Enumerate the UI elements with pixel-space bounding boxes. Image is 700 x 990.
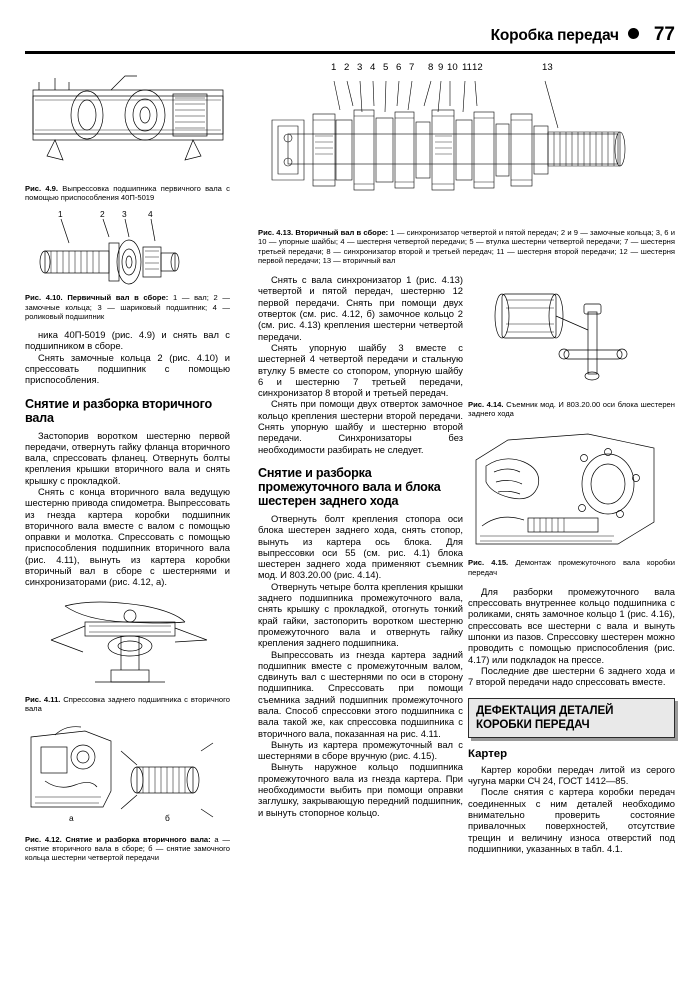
- col1-para-3: Застопорив воротком шестерню первой передачи, отвернуть гайку фланца вторичного вала, спрессовать фланец. Отвернуть болты крепления крышки вторичного вала и снять крышку с прокладкой.: [25, 429, 230, 486]
- fig412-label: Рис. 4.12.: [25, 835, 62, 845]
- col2-para-6: Выпрессовать из гнезда картера задний подшипник вместе с промежуточным валом, сдвинуть вал с шестернями по оси в сторону подшипника. Спрессовать при помощи съемника задний подшипник промежуточного вала. Способ спрессовки этого подшипника с вала такой же, как спрессовка подшипника с вторичного вала, показанная на рис. 4.11.: [258, 648, 463, 739]
- figure-4-11: [25, 596, 230, 691]
- fig410-caption-text: 1 — вал; 2 — замочные кольца; 3 — шариковый подшипник; 4 — роликовый подшипник: [25, 293, 230, 321]
- filled-circle-icon: [628, 28, 639, 39]
- fig415-drawing: [468, 426, 675, 554]
- col3-para-1: Для разборки промежуточного вала спрессовать внутреннее кольцо подшипника с роликами, снять замочное кольцо 1 (рис. 4.16), спрессовать все шестерни с вала и вынуть шпонки из пазов. Спрессовку шестерен можно проводить с помощью приспособления (рис. 4.17) или подкладок на прессе.: [468, 585, 675, 665]
- col2-para-2: Снять упорную шайбу 3 вместе с шестерней 4 четвертой передачи и стальную втулку 5 вместе со стопором, упорную шайбу 6 и шестерню 7 третьей передачи, синхронизатор 8 второй и третьей передач.: [258, 341, 463, 399]
- fig412-caption-text: а — снятие вторичного вала в сборе; б — снятие замочного кольца шестерни четвертой передачи: [25, 835, 230, 863]
- fig413-drawing: [258, 76, 675, 226]
- col1-para-4: Снять с конца вторичного вала ведущую шестерню привода спидометра. Выпрессовать из гнезда картера коробки подшипник вторичного вала вместе с валом с помощью оправки и молотка. Спрессовать с помощью приспособления подшипник вторичного вала (рис. 4.11), вынуть из картера коробки вторичный вал в сборе с шестернями и синхронизаторами (рис. 4.12, а).: [25, 485, 230, 588]
- fig413-callout-12: 12: [472, 62, 483, 73]
- fig412-callout-b: б: [165, 813, 170, 824]
- column-right: [468, 286, 675, 854]
- col3-para-3: Картер коробки передач литой из серого чугуна марки СЧ 24, ГОСТ 1412—85.: [468, 763, 675, 787]
- col2-para-4: Отвернуть болт крепления стопора оси блока шестерен заднего хода, снять стопор, вынуть из картера ось блока. Для выпрессовки оси 55 (см. рис. 4.1) блока шестерен заднего хода применяют съемник мод. И 803.20.00 (рис. 4.14).: [258, 512, 463, 581]
- banner-line-1: ДЕФЕКТАЦИЯ ДЕТАЛЕЙ: [476, 704, 614, 718]
- fig412-callout-a: а: [69, 813, 74, 824]
- fig413-caption-text: 1 — синхронизатор четвертой и пятой передач; 2 и 9 — замочные кольца; 3, 6 и 10 — упорные шайбы; 4 — шестерня четвертой передачи; 5 — втулка шестерни четвертой передачи; 7 — шестерня третьей передачи; 8 — синхронизатор второй и третьей передач; 11 — шестерня второй передачи; 12 — шестерня первой передачи; 13 — вторичный вал: [258, 228, 675, 265]
- section-heading-removal-secondary-shaft: Снятие и разборка вторичного вала: [25, 396, 212, 425]
- figure-4-9-caption: [25, 184, 230, 202]
- fig411-label: Рис. 4.11.: [25, 694, 61, 704]
- figure-4-15: [468, 426, 675, 554]
- banner-line-2: КОРОБКИ ПЕРЕДАЧ: [476, 717, 590, 731]
- fig414-drawing: [468, 286, 675, 396]
- fig410-drawing: [25, 211, 230, 289]
- fig413-callout-2: 2: [344, 62, 350, 73]
- col1-para-2: Снять замочные кольца 2 (рис. 4.10) и спрессовать подшипник с помощью приспособления.: [25, 351, 230, 386]
- header-divider: [25, 51, 675, 54]
- fig410-title: Первичный вал в сборе:: [67, 293, 169, 303]
- figure-4-10: [25, 211, 230, 289]
- column-left: [25, 60, 230, 863]
- col3-para-2: Последние две шестерни 6 заднего хода и 7 второй передачи надо спрессовать вместе.: [468, 664, 675, 688]
- fig49-drawing: [25, 60, 230, 180]
- figure-4-14-caption: [468, 400, 675, 418]
- col2-para-5: Отвернуть четыре болта крепления крышки заднего подшипника промежуточного вала, снять крышку с прокладкой, отогнуть тонкий край гайки, застопорить воротком шестерню промежуточного вала и отвернуть гайку крепления заднего подшипника.: [258, 580, 463, 649]
- figure-4-12: [25, 721, 230, 831]
- subsection-heading-housing: Картер: [468, 747, 508, 760]
- fig410-callout-1: 1: [58, 209, 63, 220]
- fig410-callout-4: 4: [148, 209, 153, 220]
- section-heading-removal-countershaft: Снятие и разборка промежуточного вала и блока шестерен заднего хода: [258, 465, 441, 508]
- fig49-caption-text: Выпрессовка подшипника первичного вала с помощью приспособления 40П-5019: [25, 184, 230, 203]
- fig413-callout-5: 5: [383, 62, 389, 73]
- col3-para-4: После снятия с картера коробки передач соединенных с ним деталей необходимо внимательно проверить состояние привалочных поверхностей, отсутствие трещин и величину износа отверстий под подшипники, указанных в табл. 4.1.: [468, 786, 675, 854]
- figure-4-11-caption: [25, 695, 230, 713]
- fig415-caption-text: Демонтаж промежуточного вала коробки передач: [468, 558, 675, 577]
- fig412-drawing: [25, 721, 230, 831]
- fig413-callout-6: 6: [396, 62, 402, 73]
- fig413-callout-1: 1: [331, 62, 337, 73]
- figure-4-10-caption: [25, 293, 230, 321]
- fig411-caption-text: Спрессовка заднего подшипника с вторичного вала: [25, 694, 230, 713]
- fig413-callout-10: 10: [447, 62, 458, 73]
- banner-heading-defect-inspection: [468, 698, 675, 737]
- page-title: Коробка передач: [490, 27, 619, 44]
- col2-para-7: Вынуть из картера промежуточный вал с шестернями в сборе вручную (рис. 4.15).: [258, 738, 463, 762]
- fig412-title: Снятие и разборка вторичного вала:: [65, 835, 211, 845]
- fig413-callout-9: 9: [438, 62, 444, 73]
- fig413-callout-8: 8: [428, 62, 434, 73]
- col2-para-1: Снять с вала синхронизатор 1 (рис. 4.13) четвертой и пятой передач, шестерню 12 первой передачи. Снять при помощи двух отверток (см. рис. 4.12, б) замочное кольцо 2 (см. рис. 4.13) крепления шестерни четвертой передачи.: [258, 274, 463, 342]
- fig413-callout-3: 3: [357, 62, 363, 73]
- page-header: [25, 24, 675, 54]
- fig49-label: Рис. 4.9.: [25, 184, 59, 193]
- fig413-title: Вторичный вал в сборе:: [295, 228, 389, 237]
- fig414-caption-text: Съемник мод. И 803.20.00 оси блока шестерен заднего хода: [468, 400, 675, 419]
- col2-para-8: Вынуть наружное кольцо подшипника промежуточного вала из гнезда картера. При необходимости выбить при помощи оправки заглушку, закрывающую передний подшипник, и вынуть стопорное кольцо.: [258, 761, 463, 818]
- col2-para-3: Снять при помощи двух отверток замочное кольцо крепления шестерни второй передачи. Снять упорную шайбу и шестерню второй передачи. Синхронизаторы без необходимости разбирать не следует.: [258, 398, 463, 455]
- fig410-callout-2: 2: [100, 209, 105, 220]
- fig410-callout-3: 3: [122, 209, 127, 220]
- fig410-label: Рис. 4.10.: [25, 293, 63, 303]
- fig413-callout-4: 4: [370, 62, 376, 73]
- figure-4-14: [468, 286, 675, 396]
- figure-4-12-caption: [25, 835, 230, 863]
- fig413-label: Рис. 4.13.: [258, 228, 294, 237]
- figure-4-15-caption: [468, 558, 675, 576]
- fig415-label: Рис. 4.15.: [468, 558, 509, 568]
- fig413-callout-7: 7: [409, 62, 415, 73]
- fig413-callout-11: 11: [462, 62, 472, 73]
- fig414-label: Рис. 4.14.: [468, 400, 504, 409]
- figure-4-13: [258, 62, 675, 222]
- figure-4-13-caption: [258, 228, 675, 265]
- figure-4-9: [25, 60, 230, 180]
- col1-para-1: ника 40П-5019 (рис. 4.9) и снять вал с подшипником в сборе.: [25, 329, 230, 352]
- page-number: 77: [653, 24, 675, 45]
- fig411-drawing: [25, 596, 230, 691]
- fig413-callout-13: 13: [542, 62, 553, 73]
